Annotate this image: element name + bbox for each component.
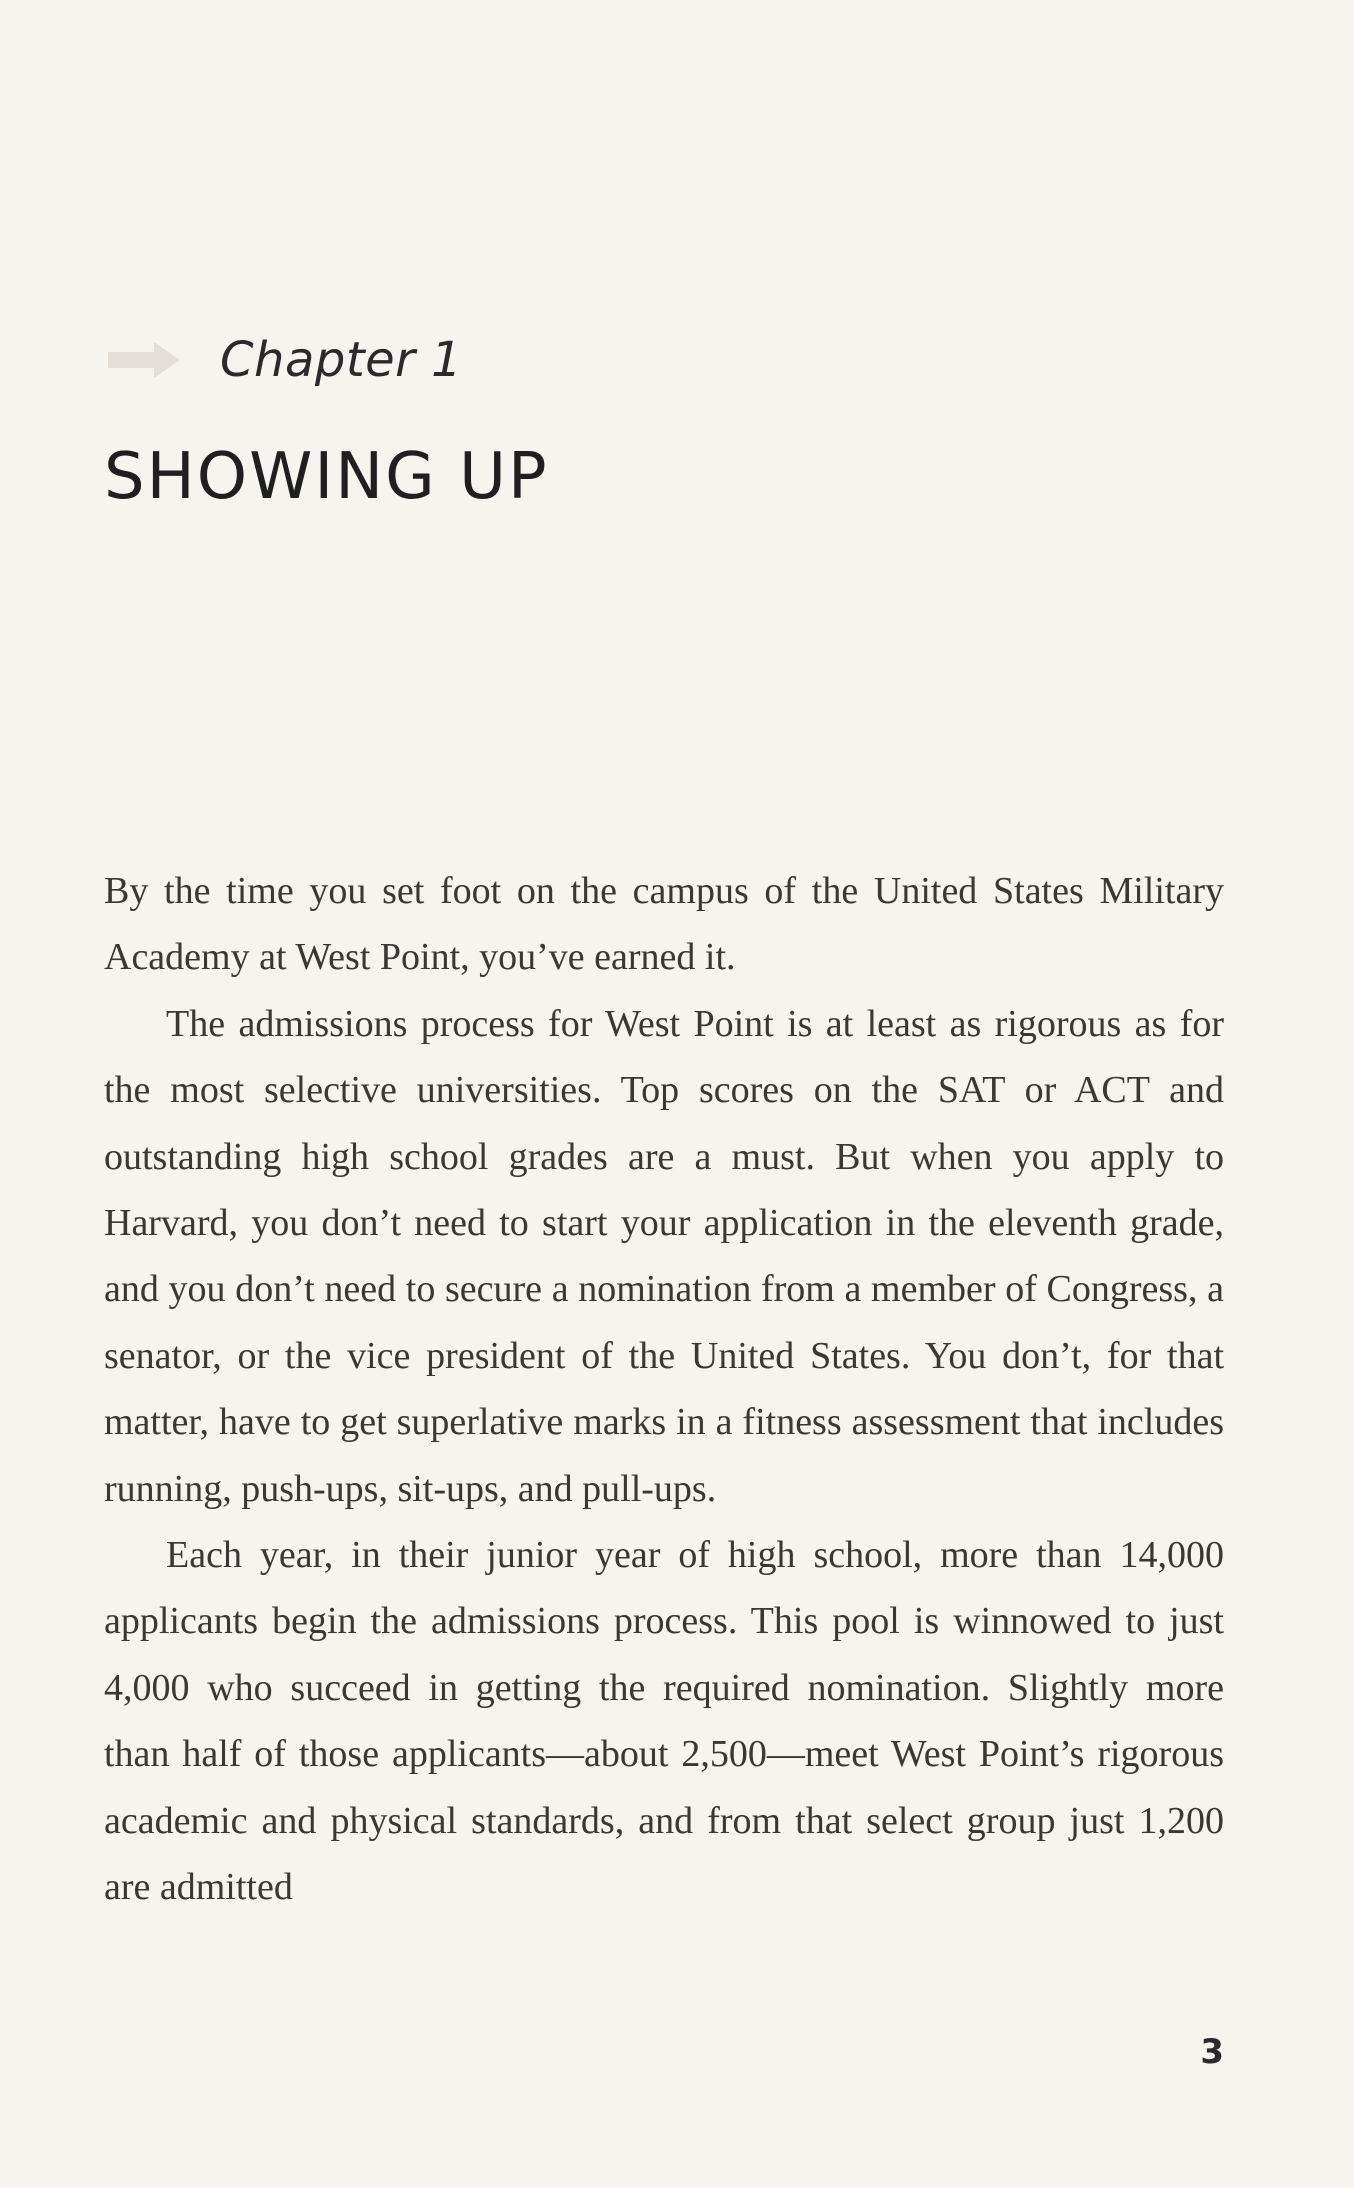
paragraph: By the time you set foot on the campus of the United States Military Academy at West Point, you’ve earned it.	[104, 870, 1224, 979]
chapter-label: Chapter 1	[220, 332, 463, 388]
page-number: 3	[1200, 2032, 1224, 2072]
body-text	[104, 858, 1224, 1921]
chapter-title: SHOWING UP	[104, 440, 549, 514]
paragraph: The admissions process for West Point is at least as rigorous as for the most selective universities. Top scores on the SAT or ACT and outstanding high school grades are a must. But when you apply to Harvard, you don’t need to start your application in the eleventh grade, and you don’t need to secure a nomination from a member of Congress, a senator, or the vice president of the United States. You don’t, for that matter, have to get superlative marks in a fitness assessment that includes running, push-ups, sit-ups, and pull-ups.	[104, 1002, 1224, 1510]
arrow-right-icon	[108, 340, 182, 380]
chapter-heading	[108, 330, 462, 390]
paragraph: Each year, in their junior year of high school, more than 14,000 applicants begin the admissions process. This pool is winnowed to just 4,000 who succeed in getting the required nomination. Slightly more than half of those applicants—about 2,500—meet West Point’s rigorous academic and physical standards, and from that select group just 1,200 are admitted	[104, 1534, 1224, 1909]
